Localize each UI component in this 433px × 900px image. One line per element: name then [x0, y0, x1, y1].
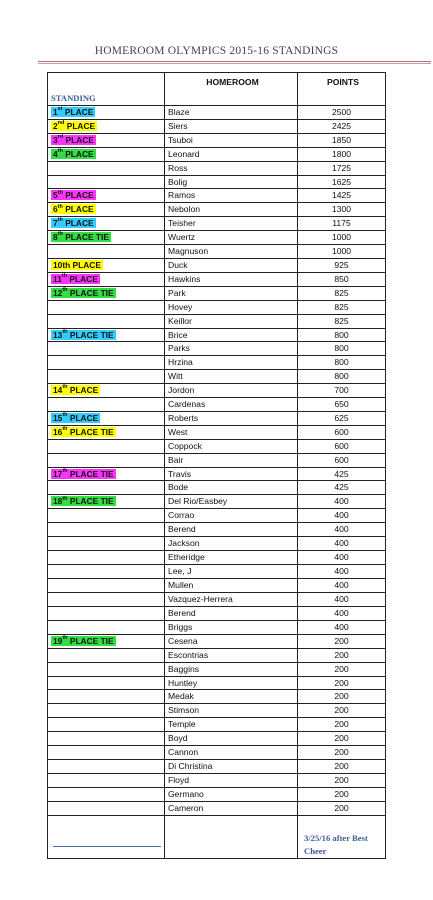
points-cell: 800: [298, 370, 386, 384]
points-cell: 1800: [298, 147, 386, 161]
homeroom-cell: Boyd: [165, 732, 298, 746]
standing-row: [48, 231, 386, 245]
points-cell: 800: [298, 342, 386, 356]
points-cell: 200: [298, 718, 386, 732]
place-text: PLACE TIE: [67, 468, 114, 479]
place-label: [51, 218, 96, 228]
homeroom-cell: Nebolon: [165, 203, 298, 217]
standing-row: [48, 328, 386, 342]
standing-row: [48, 272, 386, 286]
homeroom-cell: Duck: [165, 258, 298, 272]
points-cell: 200: [298, 704, 386, 718]
points-cell: 800: [298, 356, 386, 370]
standing-row: [48, 147, 386, 161]
place-cell: [48, 634, 165, 648]
homeroom-cell: Stimson: [165, 704, 298, 718]
standing-row: [48, 662, 386, 676]
signature-line: [53, 846, 161, 847]
homeroom-cell: Teisher: [165, 217, 298, 231]
place-number: 2: [53, 120, 58, 131]
place-label: [51, 413, 100, 423]
homeroom-cell: Lee, J: [165, 564, 298, 578]
place-text: PLACE TIE: [67, 287, 114, 298]
standing-row: [48, 773, 386, 787]
place-cell: [48, 495, 165, 509]
homeroom-cell: Floyd: [165, 773, 298, 787]
homeroom-cell: Cesena: [165, 634, 298, 648]
place-ordinal-suffix: th: [62, 286, 68, 293]
place-cell: [48, 759, 165, 773]
points-cell: 400: [298, 564, 386, 578]
place-cell: [48, 509, 165, 523]
place-cell: [48, 592, 165, 606]
homeroom-cell: Del Rio/Easbey: [165, 495, 298, 509]
place-ordinal-suffix: th: [57, 203, 63, 210]
place-ordinal-suffix: th: [57, 147, 63, 154]
standing-row: [48, 523, 386, 537]
standings-table-continued: [47, 606, 386, 859]
standing-row: [48, 370, 386, 384]
place-cell: [48, 578, 165, 592]
standing-row: [48, 245, 386, 259]
standing-row: [48, 759, 386, 773]
standing-row: [48, 439, 386, 453]
standing-row: [48, 342, 386, 356]
standing-row: [48, 258, 386, 272]
place-number: 7: [53, 218, 58, 229]
place-text: PLACE: [62, 148, 94, 159]
standing-row: [48, 676, 386, 690]
place-cell: [48, 411, 165, 425]
points-cell: 1850: [298, 133, 386, 147]
standing-row: [48, 718, 386, 732]
points-cell: 200: [298, 648, 386, 662]
points-cell: 200: [298, 801, 386, 815]
place-cell: [48, 286, 165, 300]
homeroom-cell: Roberts: [165, 411, 298, 425]
homeroom-cell: Hovey: [165, 300, 298, 314]
points-cell: 1000: [298, 231, 386, 245]
place-cell: [48, 133, 165, 147]
place-number: 8: [53, 232, 58, 243]
homeroom-cell: Ross: [165, 161, 298, 175]
place-cell: [48, 300, 165, 314]
points-cell: 200: [298, 732, 386, 746]
points-cell: 600: [298, 425, 386, 439]
place-text: PLACE TIE: [67, 329, 114, 340]
standing-row: [48, 300, 386, 314]
points-cell: 400: [298, 607, 386, 621]
standing-row: [48, 620, 386, 634]
place-number: 3: [53, 134, 58, 145]
place-ordinal-suffix: th: [62, 426, 68, 433]
place-text: PLACE: [64, 120, 96, 131]
place-number: 6: [53, 204, 58, 215]
place-text: PLACE: [67, 273, 98, 284]
points-cell: 400: [298, 495, 386, 509]
place-ordinal-suffix: th: [62, 635, 68, 642]
place-cell: [48, 106, 165, 120]
place-ordinal-suffix: th: [57, 231, 63, 238]
points-cell: 800: [298, 328, 386, 342]
place-cell: [48, 620, 165, 634]
place-cell: [48, 189, 165, 203]
homeroom-cell: Medak: [165, 690, 298, 704]
place-cell: [48, 648, 165, 662]
homeroom-cell: Berend: [165, 523, 298, 537]
homeroom-cell: Bair: [165, 453, 298, 467]
points-cell: 1625: [298, 175, 386, 189]
place-label: [51, 121, 97, 131]
place-text: PLACE: [62, 204, 94, 215]
place-label: [51, 135, 96, 145]
place-ordinal-suffix: th: [57, 217, 63, 224]
points-cell: 200: [298, 759, 386, 773]
standing-row: [48, 425, 386, 439]
place-label: [51, 190, 96, 200]
points-cell: 200: [298, 662, 386, 676]
standing-row: [48, 746, 386, 760]
place-text: PLACE: [62, 218, 94, 229]
standing-row: [48, 411, 386, 425]
points-cell: 650: [298, 398, 386, 412]
place-number: 19: [53, 635, 63, 646]
place-number: 1: [53, 107, 58, 117]
homeroom-cell: Brice: [165, 328, 298, 342]
standing-row: [48, 509, 386, 523]
place-text: PLACE: [67, 385, 99, 396]
place-cell: [48, 425, 165, 439]
place-cell: [48, 481, 165, 495]
place-cell: [48, 161, 165, 175]
place-cell: [48, 607, 165, 621]
points-cell: 400: [298, 592, 386, 606]
standing-row: [48, 314, 386, 328]
title-underline-secondary: [38, 63, 431, 64]
place-label: [51, 636, 116, 646]
place-ordinal-suffix: rd: [57, 134, 64, 141]
homeroom-cell: Temple: [165, 718, 298, 732]
standing-row: [48, 648, 386, 662]
place-cell: [48, 119, 165, 133]
place-cell: [48, 384, 165, 398]
homeroom-cell: Etheridge: [165, 551, 298, 565]
homeroom-cell: Huntley: [165, 676, 298, 690]
place-number: 10th PLACE: [53, 259, 101, 270]
place-label: [51, 149, 96, 159]
place-label: [51, 385, 100, 395]
place-text: PLACE: [67, 412, 99, 423]
standing-row: [48, 607, 386, 621]
place-ordinal-suffix: th: [62, 384, 68, 391]
standing-row: [48, 481, 386, 495]
standing-row: [48, 592, 386, 606]
update-note: 3/25/16 after Best Cheer: [298, 815, 386, 858]
place-label: [51, 260, 103, 270]
points-cell: 850: [298, 272, 386, 286]
points-cell: 700: [298, 384, 386, 398]
place-cell: [48, 787, 165, 801]
points-cell: 425: [298, 481, 386, 495]
points-cell: 400: [298, 523, 386, 537]
standing-row: [48, 467, 386, 481]
points-cell: 1175: [298, 217, 386, 231]
points-cell: 400: [298, 537, 386, 551]
homeroom-cell: Jordon: [165, 384, 298, 398]
place-cell: [48, 258, 165, 272]
place-cell: [48, 439, 165, 453]
homeroom-cell: Mullen: [165, 578, 298, 592]
place-number: 17: [53, 468, 63, 479]
standing-row: [48, 787, 386, 801]
blank-cell: [165, 815, 298, 858]
homeroom-cell: Briggs: [165, 620, 298, 634]
place-cell: [48, 217, 165, 231]
place-cell: [48, 523, 165, 537]
standing-row: [48, 189, 386, 203]
standing-row: [48, 217, 386, 231]
place-text: PLACE TIE: [67, 635, 114, 646]
standing-row: [48, 564, 386, 578]
place-cell: [48, 356, 165, 370]
place-cell: [48, 662, 165, 676]
standing-row: [48, 356, 386, 370]
place-cell: [48, 704, 165, 718]
place-cell: [48, 245, 165, 259]
points-cell: 400: [298, 551, 386, 565]
points-cell: 1425: [298, 189, 386, 203]
place-cell: [48, 398, 165, 412]
homeroom-cell: West: [165, 425, 298, 439]
standings-table: [47, 72, 386, 607]
points-cell: 825: [298, 314, 386, 328]
place-cell: [48, 732, 165, 746]
points-cell: 1300: [298, 203, 386, 217]
points-cell: 425: [298, 467, 386, 481]
standing-row: [48, 398, 386, 412]
homeroom-cell: Bode: [165, 481, 298, 495]
place-cell: [48, 203, 165, 217]
place-number: 11: [53, 273, 62, 284]
standing-row: [48, 578, 386, 592]
place-number: 16: [53, 426, 63, 437]
place-number: 15: [53, 412, 63, 423]
place-label: [51, 427, 116, 437]
points-cell: 400: [298, 578, 386, 592]
standing-row: [48, 106, 386, 120]
points-cell: 200: [298, 690, 386, 704]
homeroom-cell: Coppock: [165, 439, 298, 453]
place-text: PLACE TIE: [67, 496, 114, 507]
homeroom-cell: Ramos: [165, 189, 298, 203]
homeroom-cell: Blaze: [165, 106, 298, 120]
footer-row: [48, 815, 386, 858]
place-cell: [48, 801, 165, 815]
place-text: PLACE: [62, 107, 94, 117]
place-ordinal-suffix: nd: [57, 120, 65, 127]
place-cell: [48, 175, 165, 189]
place-number: 4: [53, 148, 58, 159]
points-cell: 925: [298, 258, 386, 272]
points-cell: 1000: [298, 245, 386, 259]
place-text: PLACE: [62, 190, 94, 201]
place-cell: [48, 551, 165, 565]
points-cell: 400: [298, 509, 386, 523]
place-ordinal-suffix: th: [62, 328, 68, 335]
place-cell: [48, 328, 165, 342]
homeroom-cell: Witt: [165, 370, 298, 384]
standing-row: [48, 690, 386, 704]
standing-row: [48, 732, 386, 746]
place-ordinal-suffix: th: [62, 495, 68, 502]
points-cell: 625: [298, 411, 386, 425]
homeroom-cell: Vazquez-Herrera: [165, 592, 298, 606]
points-cell: 600: [298, 453, 386, 467]
homeroom-cell: Escontrias: [165, 648, 298, 662]
homeroom-cell: Leonard: [165, 147, 298, 161]
standing-row: [48, 133, 386, 147]
place-cell: [48, 690, 165, 704]
place-label: [51, 496, 116, 506]
points-cell: 825: [298, 300, 386, 314]
points-cell: 200: [298, 787, 386, 801]
place-ordinal-suffix: th: [61, 273, 68, 280]
place-cell: [48, 746, 165, 760]
points-cell: 1725: [298, 161, 386, 175]
homeroom-cell: Parks: [165, 342, 298, 356]
points-cell: 600: [298, 439, 386, 453]
place-cell: [48, 467, 165, 481]
homeroom-cell: Siers: [165, 119, 298, 133]
homeroom-cell: Hrzina: [165, 356, 298, 370]
points-cell: 2425: [298, 119, 386, 133]
place-cell: [48, 537, 165, 551]
standing-row: [48, 175, 386, 189]
homeroom-cell: Germano: [165, 787, 298, 801]
standing-row: [48, 161, 386, 175]
header-row: [48, 73, 386, 106]
place-cell: [48, 342, 165, 356]
homeroom-cell: Cardenas: [165, 398, 298, 412]
place-cell: [48, 370, 165, 384]
homeroom-cell: Di Christina: [165, 759, 298, 773]
place-label: [51, 107, 95, 117]
homeroom-cell: Tsuboi: [165, 133, 298, 147]
standing-row: [48, 634, 386, 648]
place-cell: [48, 314, 165, 328]
standing-row: [48, 286, 386, 300]
place-text: PLACE: [63, 134, 94, 145]
page-title: HOMEROOM OLYMPICS 2015-16 STANDINGS: [94, 45, 339, 57]
homeroom-cell: Corrao: [165, 509, 298, 523]
homeroom-cell: Cameron: [165, 801, 298, 815]
homeroom-cell: Keillor: [165, 314, 298, 328]
standing-row: [48, 801, 386, 815]
place-cell: [48, 272, 165, 286]
homeroom-cell: Bolig: [165, 175, 298, 189]
place-cell: [48, 773, 165, 787]
signature-cell: [48, 815, 165, 858]
homeroom-cell: Baggins: [165, 662, 298, 676]
homeroom-cell: Cannon: [165, 746, 298, 760]
place-cell: [48, 564, 165, 578]
points-cell: 200: [298, 746, 386, 760]
place-cell: [48, 453, 165, 467]
place-text: PLACE TIE: [67, 426, 114, 437]
standing-row: [48, 495, 386, 509]
standing-row: [48, 384, 386, 398]
place-label: [51, 288, 116, 298]
standing-row: [48, 551, 386, 565]
place-text: PLACE TIE: [62, 232, 109, 243]
place-ordinal-suffix: th: [62, 412, 68, 419]
place-label: [51, 469, 116, 479]
place-label: [51, 330, 116, 340]
standing-row: [48, 537, 386, 551]
place-cell: [48, 676, 165, 690]
homeroom-cell: Wuertz: [165, 231, 298, 245]
standing-header: STANDING: [48, 73, 165, 106]
place-cell: [48, 147, 165, 161]
standing-row: [48, 704, 386, 718]
place-ordinal-suffix: th: [62, 467, 68, 474]
homeroom-header: HOMEROOM: [165, 73, 298, 106]
place-label: [51, 204, 96, 214]
homeroom-cell: Travis: [165, 467, 298, 481]
place-ordinal-suffix: th: [57, 189, 63, 196]
homeroom-cell: Magnuson: [165, 245, 298, 259]
homeroom-cell: Berend: [165, 607, 298, 621]
standing-row: [48, 203, 386, 217]
homeroom-cell: Park: [165, 286, 298, 300]
points-cell: 200: [298, 773, 386, 787]
points-cell: 2500: [298, 106, 386, 120]
standing-row: [48, 119, 386, 133]
place-number: 5: [53, 190, 58, 201]
place-number: 14: [53, 385, 63, 396]
homeroom-cell: Jackson: [165, 537, 298, 551]
points-cell: 400: [298, 620, 386, 634]
points-cell: 200: [298, 634, 386, 648]
place-number: 13: [53, 329, 63, 340]
place-cell: [48, 718, 165, 732]
points-cell: 200: [298, 676, 386, 690]
standing-row: [48, 453, 386, 467]
place-number: 18: [53, 496, 63, 507]
place-number: 12: [53, 287, 63, 298]
homeroom-cell: Hawkins: [165, 272, 298, 286]
title-underline: [38, 61, 431, 62]
points-cell: 825: [298, 286, 386, 300]
place-label: [51, 274, 100, 284]
place-ordinal-suffix: st: [57, 106, 63, 113]
place-cell: [48, 231, 165, 245]
place-label: [51, 232, 111, 242]
points-header: POINTS: [298, 73, 386, 106]
